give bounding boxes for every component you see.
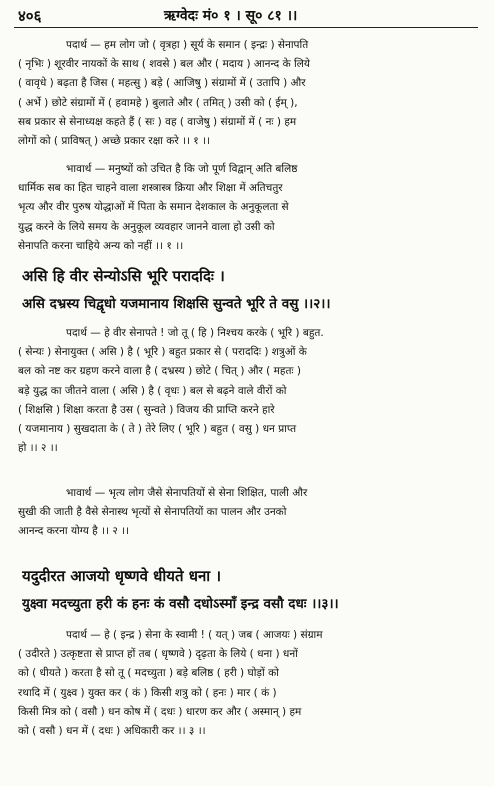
text-line: को ( धीयते ) करता है सो तू ( मदच्युता ) बड़े बलिष्ठ ( हरी ) घोड़ों को <box>18 667 279 680</box>
text-line: लोगों को ( प्राविषत् ) अच्छे प्रकार रक्षा करे ।। १ ।। <box>18 134 211 147</box>
text-line: किसी मित्र को ( वसौ ) धन कोष में ( दधः ) धारण कर और ( अस्मान् ) हम <box>18 705 302 718</box>
mantra3-padartha <box>18 626 478 741</box>
text-line: बड़े युद्ध का जीतने वाला ( असि ) है ( वृधः ) बल से बढ़ने वाले वीरों को <box>18 384 287 397</box>
verse-line: असि दभ्रस्य चिद्वृधो यजमानाय शिक्षसि सुन्वते भूरि ते वसु ।।२।। <box>22 296 331 312</box>
verse-line: यदुदीरत आजयो धृष्णवे धीयते धना । <box>22 567 222 585</box>
text-line: ( शिक्षसि ) शिक्षा करता है उस ( सुन्वते ) विजय की प्राप्ति करने हारे <box>18 403 275 416</box>
verse-3 <box>22 562 480 618</box>
text-line: धार्मिक सब का हित चाहने वाला शस्त्रास्त्र क्रिया और शिक्षा में अतिचतुर <box>18 182 283 195</box>
text-line: भृत्य और वीर पुरुष योद्धाओं में पिता के समान देशकाल के अनुकूलता से <box>18 201 289 214</box>
text-line: सुखी की जाती है वैसे सेनास्थ भृत्यों से सेनापतियों का पालन और उनको <box>18 506 287 519</box>
text-line: ( अर्भे ) छोटे संग्रामों में ( हवामहे ) बुलाते और ( तमित् ) उसी को ( ईम् ), <box>18 96 298 109</box>
text-line: को ( वसौ ) धन में ( दधः ) अधिकारी कर ।। ३ ।। <box>18 724 206 737</box>
text-line: भावार्थ — मनुष्यों को उचित है कि जो पूर्ण विद्वान् अति बलिष्ठ <box>66 163 298 175</box>
text-line: युद्ध करने के लिये समय के अनुकूल व्यवहार जानने वाला हो उसी को <box>18 220 275 233</box>
text-line: पदार्थ — हे ( इन्द्र ) सेना के स्वामी ! ( यत् ) जब ( आजयः ) संग्राम <box>66 629 323 641</box>
text-line: हो ।। २ ।। <box>18 442 58 455</box>
text-line: भावार्थ — भृत्य लोग जैसे सेनापतियों से सेना शिक्षित, पाली और <box>66 487 308 499</box>
page-number: ४०६ <box>18 7 42 25</box>
text-line: पदार्थ — हे वीर सेनापते ! जो तू ( हि ) निश्चय करके ( भूरि ) बहुत. <box>66 327 324 339</box>
mantra2-padartha <box>18 324 478 458</box>
running-title: ऋग्वेदः मं० १ । सू० ८१ ।। <box>164 8 298 24</box>
text-line: पदार्थ — हम लोग जो ( वृत्रहा ) सूर्य के समान ( इन्द्रः ) सेनापति <box>66 39 309 51</box>
page-header <box>14 4 480 26</box>
text-line: रथादि में ( युक्ष्व ) युक्त कर ( कं ) किसी शत्रु को ( हनः ) मार ( कं ) <box>18 686 277 699</box>
verse-2 <box>22 262 480 318</box>
verse-line: युक्ष्वा मदच्युता हरी कं हनः कं वसौ दधोऽस्माँ इन्द्र वसौ दधः ।।३।। <box>22 596 339 612</box>
text-line: ( यजमानाय ) सुखदाता के ( ते ) तेरे लिए ( भूरि ) बहुत ( वसु ) धन प्राप्त <box>18 422 297 435</box>
text-line: बल को नष्ट कर ग्रहण करने वाला है ( दभ्रस्य ) छोटे ( चित् ) और ( महतः ) <box>18 365 301 378</box>
text-line: ( वावृधे ) बढ़ता है जिस ( महत्सु ) बड़े ( आजिषु ) संग्रामों में ( उतापि ) और <box>18 77 306 90</box>
text-line: ( सेन्यः ) सेनायुक्त ( असि ) है ( भूरि ) बहुत प्रकार से ( पराददिः ) शत्रुओं के <box>18 346 307 359</box>
mantra2-bhavartha <box>18 484 478 542</box>
text-line: ( उदीरते ) उत्कृष्टता से प्राप्त हों तब ( धृष्णवे ) दृढ़ता के लिये ( धना ) धनों <box>18 648 298 661</box>
header-rule <box>14 27 478 28</box>
text-line: सब प्रकार से सेनाध्यक्ष कहते हैं ( सः ) वह ( वाजेषु ) संग्रामों में ( नः ) हम <box>18 115 297 128</box>
verse-line: असि हि वीर सेन्योऽसि भूरि पराददिः । <box>22 267 225 285</box>
mantra1-bhavartha <box>18 160 478 256</box>
text-line: ( नृभिः ) शूरवीर नायकों के साथ ( शवसे ) बल और ( मदाय ) आनन्द के लिये <box>18 58 310 71</box>
mantra1-padartha <box>18 36 478 151</box>
text-line: सेनापति करना चाहिये अन्य को नहीं ।। १ ।। <box>18 239 184 252</box>
text-line: आनन्द करना योग्य है ।। २ ।। <box>18 525 130 538</box>
